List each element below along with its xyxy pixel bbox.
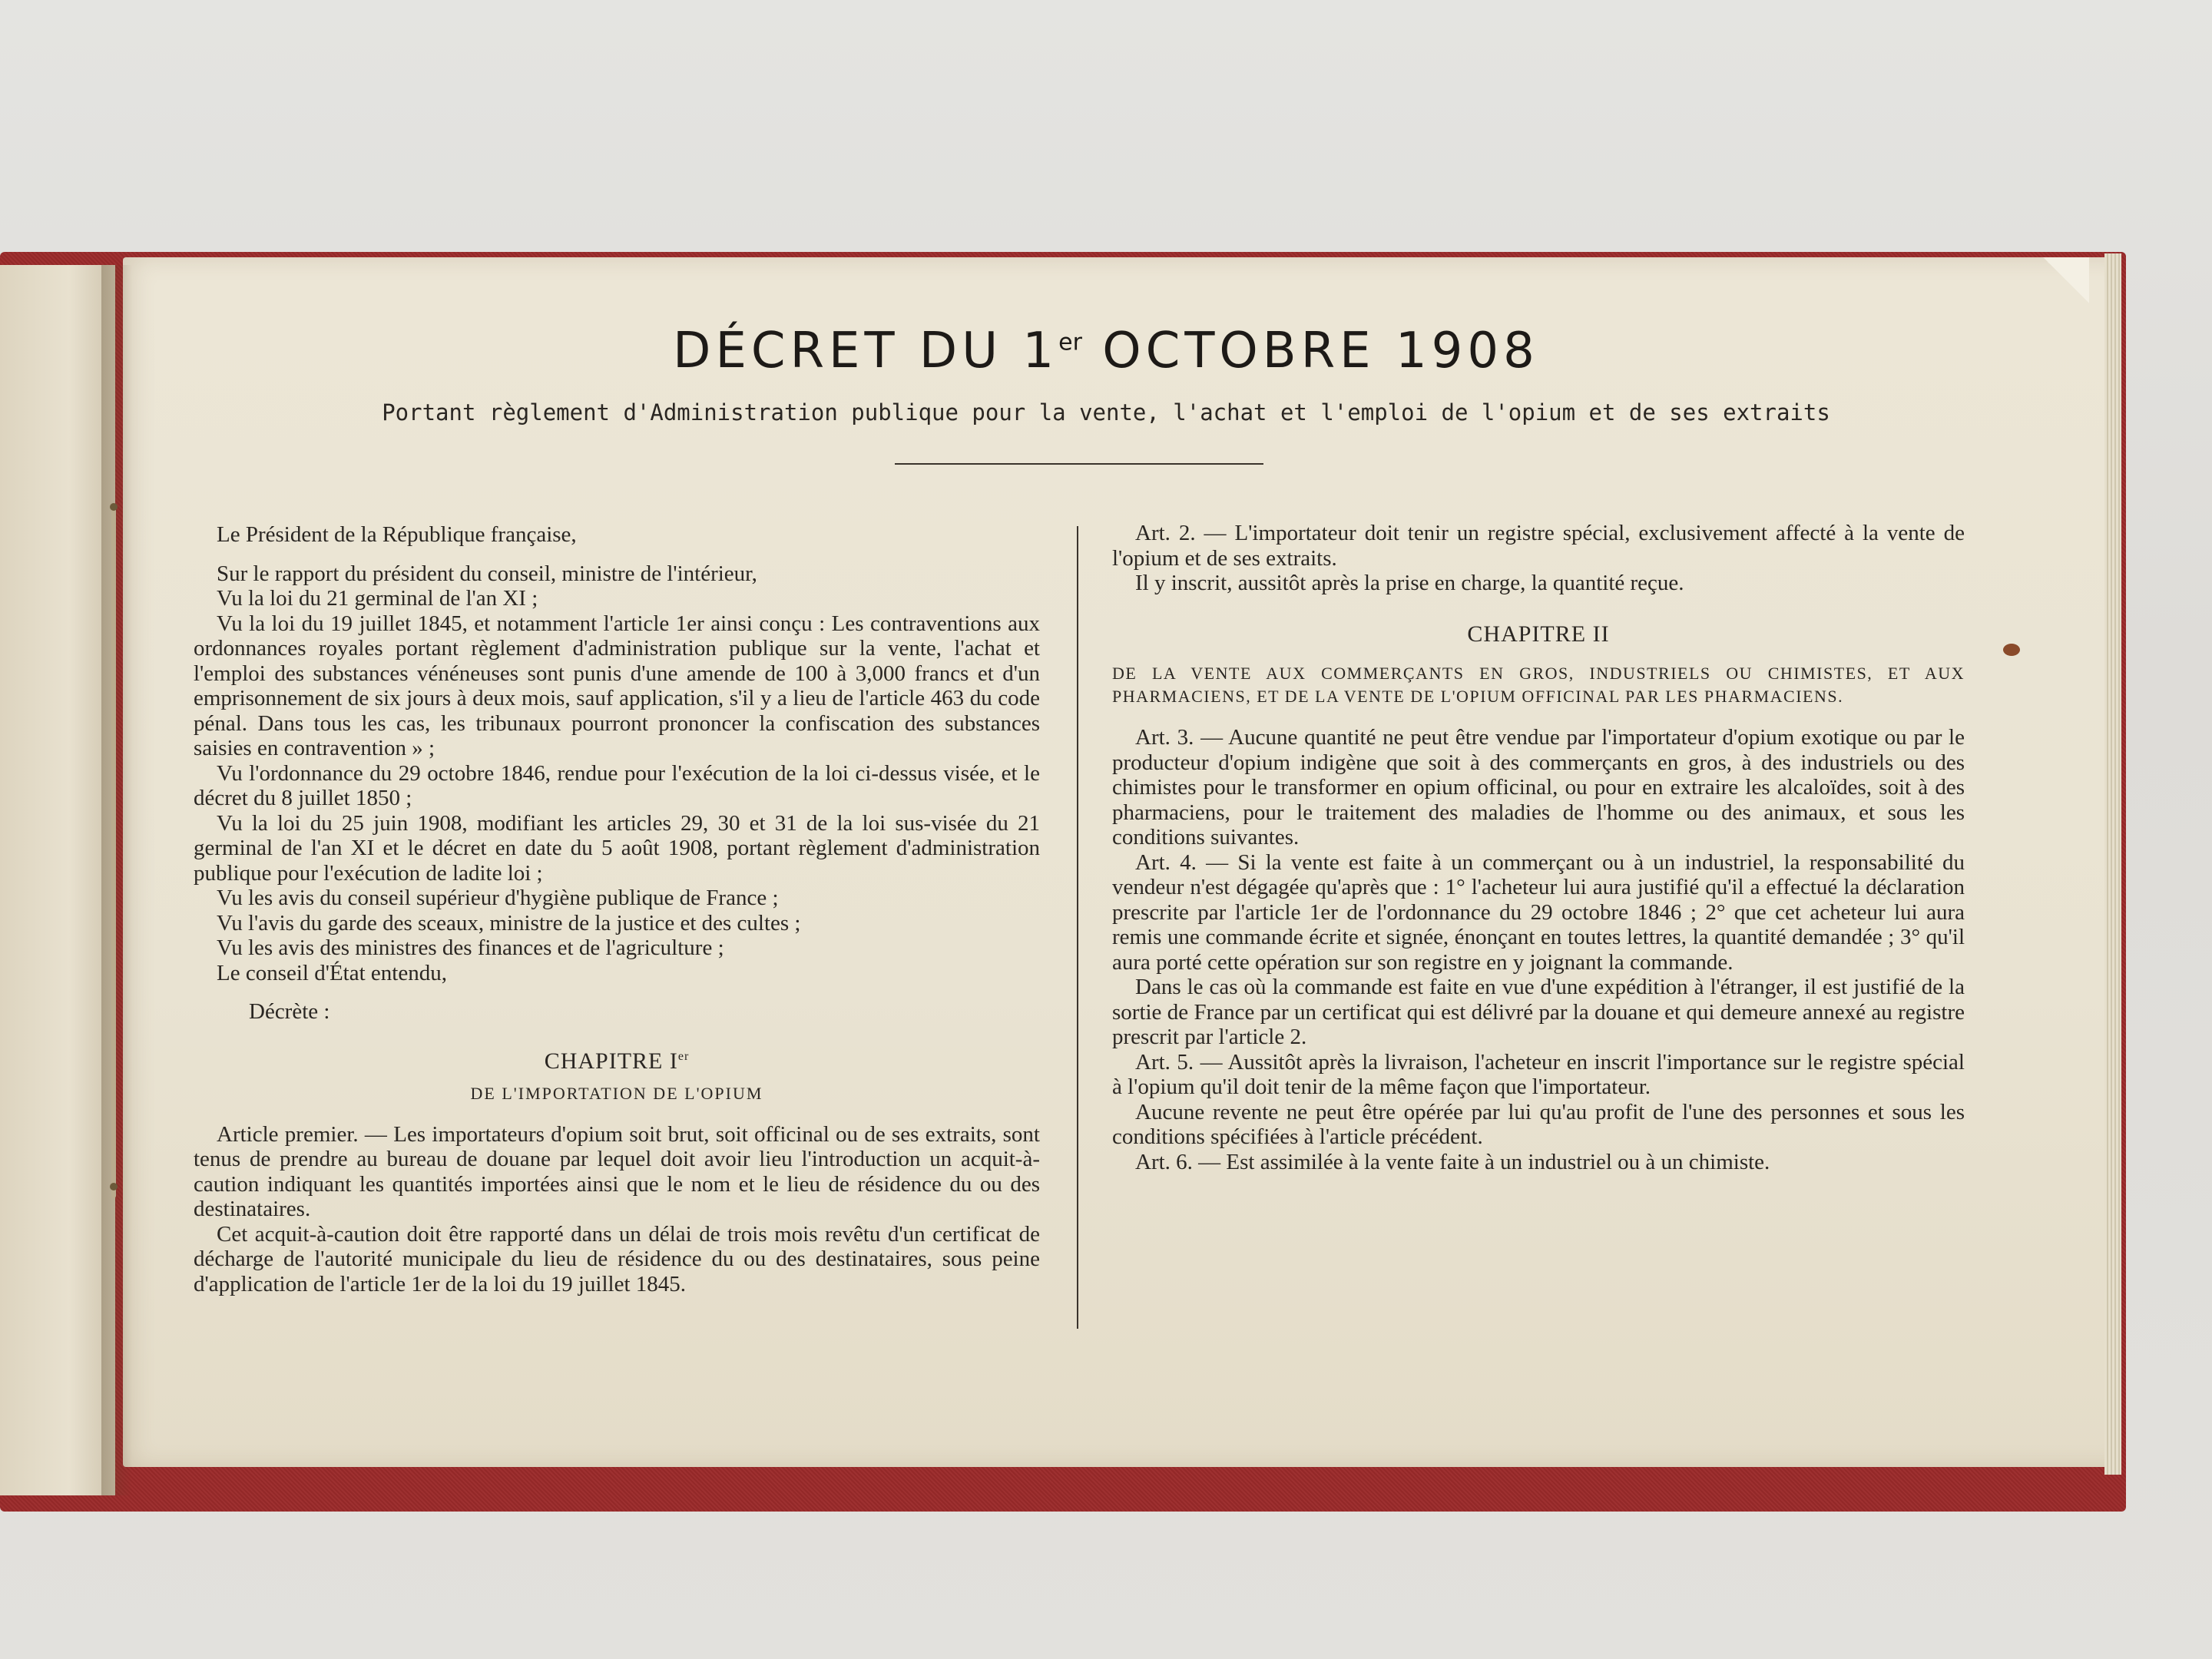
considerant-paragraph: Le conseil d'État entendu, [217, 960, 447, 985]
column-divider [1077, 526, 1078, 1329]
paper-stain [2003, 644, 2020, 656]
article-6: Art. 6. — Est assimilée à la vente faite à un industriel ou à un chimiste. [1135, 1149, 1770, 1174]
chapter-2-heading: CHAPITRE II [1467, 621, 1610, 647]
article-5-continued: Aucune revente ne peut être opérée par lui qu'au profit de l'une des personnes et sous les conditions spécifiées à l'article précédent. [1112, 1099, 1965, 1149]
right-column [1112, 521, 1965, 1174]
spine-shadow [101, 265, 132, 1495]
considerant-paragraph: Vu la loi du 25 juin 1908, modifiant les articles 29, 30 et 31 de la loi sus-visée du 21 germinal de l'an XI et le décret en date du 5 août 1908, portant règlement d'administration publique pour l'exécution de ladite loi ; [194, 810, 1040, 886]
left-column [194, 522, 1040, 1296]
considerant-paragraph: Vu la loi du 19 juillet 1845, et notamment l'article 1er ainsi conçu : Les contraventions aux ordonnances royales portant règlement d'administration publique sur la vente, l'achat et l'emploi des substances vénéneuses sont punis d'une amende de 100 à 3,000 francs et d'un emprisonnement de six jours à deux mois, sauf application, s'il y a lieu de l'article 463 du code pénal. Dans tous les cas, les tribunaux pourront prononcer la confiscation des substances saisies en contravention » ; [194, 611, 1040, 760]
article-3: Art. 3. — Aucune quantité ne peut être vendue par l'importateur d'opium exotique ou par le producteur d'opium indigène que soit à des commerçants en gros, à des industriels ou des chimistes pour le transformer en opium officinal, ou pour en extraire les alcaloïdes, soit à des pharmaciens, pour le traitement des maladies de l'homme ou des animaux, et sous les conditions suivantes. [1112, 725, 1965, 849]
chapter-1-subheading: DE L'IMPORTATION DE L'OPIUM [470, 1084, 763, 1103]
considerant-paragraph: Vu la loi du 21 germinal de l'an XI ; [217, 586, 538, 611]
page-edges [2104, 253, 2121, 1475]
article-2: Art. 2. — L'importateur doit tenir un registre spécial, exclusivement affecté à la vente de l'opium et de ses extraits. [1112, 521, 1965, 571]
considerant-paragraph: Sur le rapport du président du conseil, ministre de l'intérieur, [217, 561, 757, 586]
article-4: Art. 4. — Si la vente est faite à un commerçant ou à un industriel, la responsabilité du vendeur n'est dégagée qu'après que : 1° l'acheteur lui aura justifié qu'il a effectué la déclaration prescrite par l'article 1er de l'ordonnance du 29 octobre 1846 ; 2° que cet acheteur lui aura remis une commande écrite et signée, énonçant en toutes lettres, la quantité demandée ; 3° qu'il aura porté cette opération sur son registre en y joignant la commande. [1112, 849, 1965, 975]
article-1: Article premier. — Les importateurs d'opium soit brut, soit officinal ou de ses extraits, sont tenus de prendre au bureau de douane par lequel doit avoir lieu l'introduction un acquit-à-caution indiquant les quantités importées ainsi que le nom et le lieu de résidence du ou des destinataires. [194, 1121, 1040, 1221]
title-rule [895, 463, 1263, 465]
stitch-hole [110, 1183, 118, 1190]
considerant-paragraph: Vu l'ordonnance du 29 octobre 1846, rendue pour l'exécution de la loi ci-dessus visée, et le décret du 8 juillet 1850 ; [194, 760, 1040, 810]
folded-corner [2043, 257, 2089, 303]
decree-title: DÉCRET DU 1er OCTOBRE 1908 [673, 323, 1539, 379]
considerant-paragraph: Vu les avis du conseil supérieur d'hygiène publique de France ; [217, 886, 779, 910]
considerant-paragraph: Vu l'avis du garde des sceaux, ministre de la justice et des cultes ; [217, 910, 801, 935]
left-page [0, 265, 115, 1495]
article-4-continued: Dans le cas où la commande est faite en vue d'une expédition à l'étranger, il est justifié de la sortie de France par un certificat qui est délivré par la douane et qui demeure annexé au registre prescrit par l'article 2. [1112, 975, 1965, 1049]
chapter-2-subheading: DE LA VENTE AUX COMMERÇANTS EN GROS, INDUSTRIELS OU CHIMISTES, ET AUX PHARMACIENS, ET DE LA VENTE DE L'OPIUM OFFICINAL PAR LES PHARMACIENS. [1112, 664, 1965, 706]
article-1-continued: Cet acquit-à-caution doit être rapporté dans un délai de trois mois revêtu d'un certificat de décharge de l'autorité municipale du lieu de résidence du ou des destinataires, sous peine d'application de l'article 1er de la loi du 19 juillet 1845. [194, 1221, 1040, 1296]
considerant-paragraph: Vu les avis des ministres des finances et de l'agriculture ; [217, 935, 724, 960]
binding-stitch [111, 507, 116, 1198]
decrete-line: Décrète : [249, 999, 330, 1024]
chapter-1-heading: CHAPITRE Ier [544, 1048, 690, 1074]
article-2-continued: Il y inscrit, aussitôt après la prise en charge, la quantité reçue. [1135, 571, 1684, 595]
decree-subtitle: Portant règlement d'Administration publique pour la vente, l'achat et l'emploi de l'opium et de ses extraits [382, 399, 1830, 426]
intro-paragraph: Le Président de la République française, [217, 522, 577, 547]
stitch-hole [110, 503, 118, 511]
article-5: Art. 5. — Aussitôt après la livraison, l'acheteur en inscrit l'importance sur le registre spécial à l'opium qu'il doit tenir de la même façon que l'importateur. [1112, 1049, 1965, 1099]
